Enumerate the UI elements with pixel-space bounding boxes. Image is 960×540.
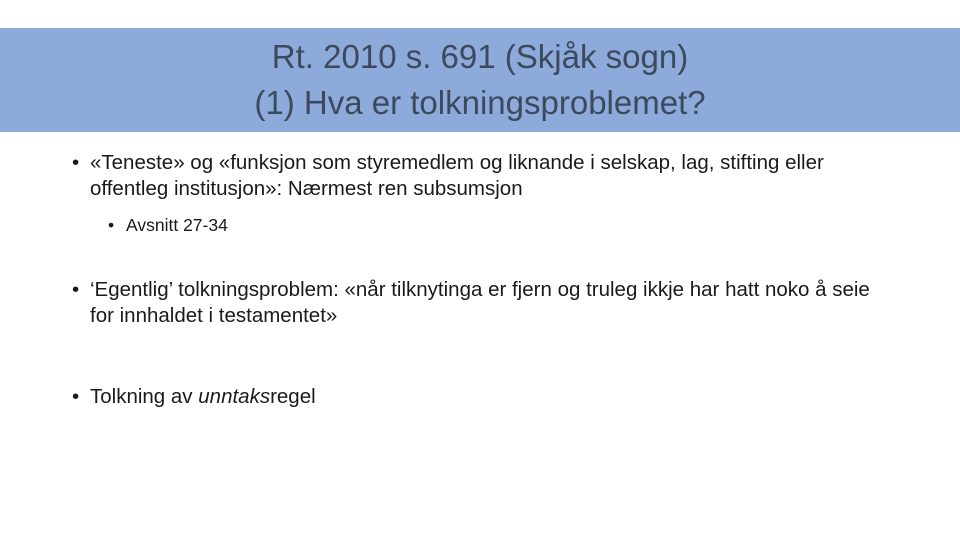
slide-title xyxy=(0,34,960,126)
sub-bullet-text: Avsnitt 27-34 xyxy=(126,215,228,235)
slide-body xyxy=(72,150,892,410)
bullet-glyph: • xyxy=(72,151,80,174)
bullet-text-prefix: Tolkning av xyxy=(90,385,199,408)
bullet-item xyxy=(72,150,892,202)
title-line-2: (1) Hva er tolkningsproblemet? xyxy=(254,84,706,121)
bullet-text-suffix: regel xyxy=(270,385,316,408)
bullet-item xyxy=(72,384,892,410)
bullet-glyph: • xyxy=(72,385,80,408)
bullet-text: ‘Egentlig’ tolkningsproblem: «når tilknytinga er fjern og truleg ikkje har hatt noko å seie for innhaldet i testamentet» xyxy=(90,278,870,327)
bullet-text: «Teneste» og «funksjon som styremedlem og liknande i selskap, lag, stifting eller offentleg institusjon»: Nærmest ren subsumsjon xyxy=(90,151,824,200)
title-line-1: Rt. 2010 s. 691 (Skjåk sogn) xyxy=(271,38,689,75)
sub-bullet-item xyxy=(72,214,892,236)
bullet-text-emphasis: unntaks xyxy=(198,385,271,408)
bullet-glyph: • xyxy=(72,278,80,301)
bullet-item xyxy=(72,277,892,329)
sub-bullet-glyph: • xyxy=(108,215,115,235)
